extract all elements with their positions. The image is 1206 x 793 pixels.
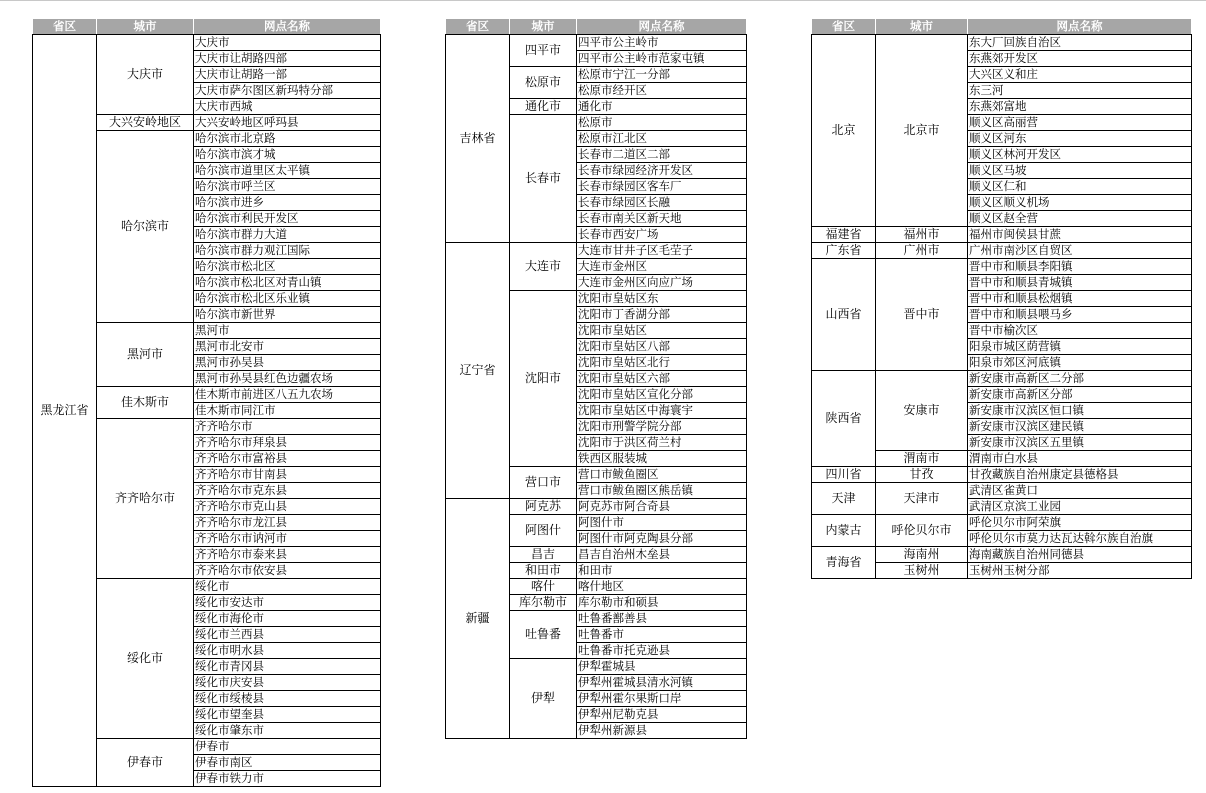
branch-name-cell: 晋中市和顺县青城镇 xyxy=(968,275,1192,291)
branch-name-cell: 新安康市汉滨区恒口镇 xyxy=(968,403,1192,419)
city-cell: 海南州 xyxy=(876,547,968,563)
branch-name-cell: 哈尔滨市进乡 xyxy=(194,195,381,211)
branch-name-cell: 新安康市汉滨区建民镇 xyxy=(968,419,1192,435)
province-cell: 天津 xyxy=(812,483,876,515)
branch-name-cell: 伊春市 xyxy=(194,739,381,755)
branch-name-cell: 东大厂回族自治区 xyxy=(968,35,1192,51)
branch-table xyxy=(811,18,1192,579)
branch-name-cell: 哈尔滨市道里区太平镇 xyxy=(194,163,381,179)
branch-name-cell: 晋中市和顺县李阳镇 xyxy=(968,259,1192,275)
city-cell: 通化市 xyxy=(510,99,577,115)
branch-name-cell: 晋中市和顺县松烟镇 xyxy=(968,291,1192,307)
branch-name-cell: 吐鲁番鄯善县 xyxy=(577,611,747,627)
branch-name-cell: 呼伦贝尔市莫力达瓦达斡尔族自治旗 xyxy=(968,531,1192,547)
city-cell: 阿图什 xyxy=(510,515,577,547)
province-cell: 内蒙古 xyxy=(812,515,876,547)
branch-name-cell: 阳泉市城区荫营镇 xyxy=(968,339,1192,355)
branch-name-cell: 沈阳市皇姑区中海寰宇 xyxy=(577,403,747,419)
branch-name-cell: 哈尔滨市北京路 xyxy=(194,131,381,147)
table-row xyxy=(446,35,747,51)
province-cell: 四川省 xyxy=(812,467,876,483)
province-cell: 福建省 xyxy=(812,227,876,243)
branch-name-cell: 营口市鲅鱼圈区熊岳镇 xyxy=(577,483,747,499)
branch-name-cell: 福州市闽侯县甘蔗 xyxy=(968,227,1192,243)
branch-name-cell: 顺义区马坡 xyxy=(968,163,1192,179)
city-cell: 北京市 xyxy=(876,35,968,227)
table-header-row xyxy=(446,19,747,35)
branch-name-cell: 顺义区顺义机场 xyxy=(968,195,1192,211)
city-cell: 喀什 xyxy=(510,579,577,595)
table-row xyxy=(812,259,1192,275)
branch-name-cell: 绥化市安达市 xyxy=(194,595,381,611)
city-cell: 黑河市 xyxy=(97,323,194,387)
branch-name-cell: 吐鲁番市 xyxy=(577,627,747,643)
branch-name-cell: 哈尔滨市滨才城 xyxy=(194,147,381,163)
branch-name-cell: 甘孜藏族自治州康定县德格县 xyxy=(968,467,1192,483)
branch-name-cell: 顺义区林河开发区 xyxy=(968,147,1192,163)
branch-name-cell: 长春市南关区新天地 xyxy=(577,211,747,227)
branch-table xyxy=(32,18,381,787)
header-branch: 网点名称 xyxy=(194,19,381,35)
city-cell: 玉树州 xyxy=(876,563,968,579)
branch-name-cell: 齐齐哈尔市 xyxy=(194,419,381,435)
branch-name-cell: 齐齐哈尔市泰来县 xyxy=(194,547,381,563)
branch-name-cell: 哈尔滨市松北区 xyxy=(194,259,381,275)
city-cell: 哈尔滨市 xyxy=(97,131,194,323)
branch-name-cell: 沈阳市于洪区荷兰村 xyxy=(577,435,747,451)
city-cell: 绥化市 xyxy=(97,579,194,739)
branch-name-cell: 齐齐哈尔市讷河市 xyxy=(194,531,381,547)
branch-name-cell: 大庆市萨尔图区新玛特分部 xyxy=(194,83,381,99)
city-cell: 库尔勒市 xyxy=(510,595,577,611)
branch-name-cell: 齐齐哈尔市拜泉县 xyxy=(194,435,381,451)
branch-name-cell: 大连市金州区向应广场 xyxy=(577,275,747,291)
header-province: 省区 xyxy=(446,19,510,35)
branch-name-cell: 佳木斯市同江市 xyxy=(194,403,381,419)
branch-name-cell: 阿克苏市阿合奇县 xyxy=(577,499,747,515)
branch-name-cell: 伊春市南区 xyxy=(194,755,381,771)
branch-name-cell: 哈尔滨市利民开发区 xyxy=(194,211,381,227)
branch-name-cell: 四平市公主岭市范家屯镇 xyxy=(577,51,747,67)
branch-name-cell: 渭南市白水县 xyxy=(968,451,1192,467)
branch-name-cell: 东燕郊开发区 xyxy=(968,51,1192,67)
branch-name-cell: 呼伦贝尔市阿荣旗 xyxy=(968,515,1192,531)
branch-name-cell: 库尔勒市和硕县 xyxy=(577,595,747,611)
branch-name-cell: 绥化市明水县 xyxy=(194,643,381,659)
branch-name-cell: 长春市绿园经济开发区 xyxy=(577,163,747,179)
city-cell: 昌吉 xyxy=(510,547,577,563)
branch-name-cell: 阳泉市郊区河底镇 xyxy=(968,355,1192,371)
city-cell: 沈阳市 xyxy=(510,291,577,467)
header-province: 省区 xyxy=(33,19,97,35)
branch-name-cell: 晋中市榆次区 xyxy=(968,323,1192,339)
branch-name-cell: 长春市西安广场 xyxy=(577,227,747,243)
table-row xyxy=(446,243,747,259)
branch-name-cell: 哈尔滨市群力大道 xyxy=(194,227,381,243)
city-cell: 天津市 xyxy=(876,483,968,515)
table-row xyxy=(812,483,1192,499)
city-cell: 吐鲁番 xyxy=(510,611,577,659)
branch-name-cell: 绥化市 xyxy=(194,579,381,595)
table-row xyxy=(812,515,1192,531)
branch-name-cell: 东三河 xyxy=(968,83,1192,99)
branch-name-cell: 齐齐哈尔市克东县 xyxy=(194,483,381,499)
province-cell: 辽宁省 xyxy=(446,243,510,499)
branch-name-cell: 绥化市海伦市 xyxy=(194,611,381,627)
branch-name-cell: 松原市经开区 xyxy=(577,83,747,99)
branch-name-cell: 广州市南沙区自贸区 xyxy=(968,243,1192,259)
branch-name-cell: 绥化市庆安县 xyxy=(194,675,381,691)
branch-name-cell: 黑河市 xyxy=(194,323,381,339)
branch-name-cell: 大连市甘井子区毛茔子 xyxy=(577,243,747,259)
header-city: 城市 xyxy=(876,19,968,35)
branch-name-cell: 哈尔滨市群力观江国际 xyxy=(194,243,381,259)
province-cell: 广东省 xyxy=(812,243,876,259)
branch-name-cell: 齐齐哈尔市依安县 xyxy=(194,563,381,579)
branch-name-cell: 武清区京滨工业园 xyxy=(968,499,1192,515)
province-cell: 陕西省 xyxy=(812,371,876,467)
city-cell: 福州市 xyxy=(876,227,968,243)
branch-name-cell: 伊犁州新源县 xyxy=(577,723,747,739)
branch-name-cell: 武清区雀黄口 xyxy=(968,483,1192,499)
branch-name-cell: 绥化市肇东市 xyxy=(194,723,381,739)
city-cell: 伊春市 xyxy=(97,739,194,787)
branch-name-cell: 伊犁州尼勒克县 xyxy=(577,707,747,723)
city-cell: 松原市 xyxy=(510,67,577,99)
branch-name-cell: 长春市绿园区长融 xyxy=(577,195,747,211)
city-cell: 呼伦贝尔市 xyxy=(876,515,968,547)
branch-name-cell: 长春市绿园区客车厂 xyxy=(577,179,747,195)
branch-name-cell: 东燕郊富地 xyxy=(968,99,1192,115)
province-cell: 北京 xyxy=(812,35,876,227)
branch-name-cell: 通化市 xyxy=(577,99,747,115)
branch-name-cell: 海南藏族自治州同德县 xyxy=(968,547,1192,563)
branch-name-cell: 沈阳市皇姑区北行 xyxy=(577,355,747,371)
branch-name-cell: 长春市二道区二部 xyxy=(577,147,747,163)
branch-name-cell: 沈阳市皇姑区东 xyxy=(577,291,747,307)
table-row xyxy=(812,547,1192,563)
branch-name-cell: 大兴安岭地区呼玛县 xyxy=(194,115,381,131)
branch-name-cell: 铁西区服装城 xyxy=(577,451,747,467)
branch-name-cell: 大庆市西城 xyxy=(194,99,381,115)
city-cell: 四平市 xyxy=(510,35,577,67)
branch-name-cell: 哈尔滨市新世界 xyxy=(194,307,381,323)
branch-table xyxy=(445,18,747,739)
city-cell: 营口市 xyxy=(510,467,577,499)
city-cell: 大连市 xyxy=(510,243,577,291)
branch-name-cell: 黑河市孙吴县红色边疆农场 xyxy=(194,371,381,387)
province-cell: 青海省 xyxy=(812,547,876,579)
table-row xyxy=(812,467,1192,483)
header-city: 城市 xyxy=(510,19,577,35)
branch-name-cell: 沈阳市皇姑区六部 xyxy=(577,371,747,387)
branch-name-cell: 阿图什市 xyxy=(577,515,747,531)
city-cell: 广州市 xyxy=(876,243,968,259)
header-province: 省区 xyxy=(812,19,876,35)
branch-name-cell: 黑河市孙吴县 xyxy=(194,355,381,371)
branch-name-cell: 哈尔滨市呼兰区 xyxy=(194,179,381,195)
branch-name-cell: 四平市公主岭市 xyxy=(577,35,747,51)
branch-name-cell: 伊犁州霍城县清水河镇 xyxy=(577,675,747,691)
branch-name-cell: 哈尔滨市松北区对青山镇 xyxy=(194,275,381,291)
province-cell: 新疆 xyxy=(446,499,510,739)
branch-name-cell: 沈阳市皇姑区 xyxy=(577,323,747,339)
table-row xyxy=(33,35,381,51)
city-cell: 渭南市 xyxy=(876,451,968,467)
city-cell: 长春市 xyxy=(510,115,577,243)
branch-name-cell: 绥化市兰西县 xyxy=(194,627,381,643)
branch-name-cell: 喀什地区 xyxy=(577,579,747,595)
city-cell: 齐齐哈尔市 xyxy=(97,419,194,579)
city-cell: 大庆市 xyxy=(97,35,194,115)
header-city: 城市 xyxy=(97,19,194,35)
city-cell: 阿克苏 xyxy=(510,499,577,515)
branch-name-cell: 齐齐哈尔市甘南县 xyxy=(194,467,381,483)
branch-name-cell: 大庆市让胡路一部 xyxy=(194,67,381,83)
branch-name-cell: 绥化市望奎县 xyxy=(194,707,381,723)
branch-name-cell: 哈尔滨市松北区乐业镇 xyxy=(194,291,381,307)
branch-name-cell: 绥化市青冈县 xyxy=(194,659,381,675)
table-row xyxy=(812,35,1192,51)
branch-name-cell: 顺义区高丽营 xyxy=(968,115,1192,131)
table-header-row xyxy=(812,19,1192,35)
city-cell: 大兴安岭地区 xyxy=(97,115,194,131)
branch-name-cell: 沈阳市皇姑区宣化分部 xyxy=(577,387,747,403)
branch-name-cell: 和田市 xyxy=(577,563,747,579)
branch-name-cell: 大庆市让胡路四部 xyxy=(194,51,381,67)
branch-name-cell: 营口市鲅鱼圈区 xyxy=(577,467,747,483)
table-row xyxy=(812,371,1192,387)
top-divider xyxy=(0,0,1206,1)
table-header-row xyxy=(33,19,381,35)
province-cell: 黑龙江省 xyxy=(33,35,97,787)
branch-name-cell: 伊犁霍城县 xyxy=(577,659,747,675)
branch-name-cell: 绥化市绥棱县 xyxy=(194,691,381,707)
branch-name-cell: 顺义区赵全营 xyxy=(968,211,1192,227)
table-row xyxy=(812,227,1192,243)
province-cell: 吉林省 xyxy=(446,35,510,243)
branch-name-cell: 伊犁州霍尔果斯口岸 xyxy=(577,691,747,707)
branch-name-cell: 松原市江北区 xyxy=(577,131,747,147)
branch-name-cell: 齐齐哈尔市龙江县 xyxy=(194,515,381,531)
branch-name-cell: 伊春市铁力市 xyxy=(194,771,381,787)
branch-name-cell: 顺义区河东 xyxy=(968,131,1192,147)
branch-table-2 xyxy=(445,18,747,739)
branch-name-cell: 玉树州玉树分部 xyxy=(968,563,1192,579)
branch-name-cell: 齐齐哈尔市克山县 xyxy=(194,499,381,515)
branch-name-cell: 晋中市和顺县喂马乡 xyxy=(968,307,1192,323)
city-cell: 和田市 xyxy=(510,563,577,579)
city-cell: 甘孜 xyxy=(876,467,968,483)
branch-name-cell: 大兴区义和庄 xyxy=(968,67,1192,83)
header-branch: 网点名称 xyxy=(577,19,747,35)
branch-name-cell: 黑河市北安市 xyxy=(194,339,381,355)
branch-name-cell: 大连市金州区 xyxy=(577,259,747,275)
branch-name-cell: 齐齐哈尔市富裕县 xyxy=(194,451,381,467)
branch-name-cell: 沈阳市丁香湖分部 xyxy=(577,307,747,323)
branch-name-cell: 阿图什市阿克陶县分部 xyxy=(577,531,747,547)
header-branch: 网点名称 xyxy=(968,19,1192,35)
table-row xyxy=(446,499,747,515)
branch-name-cell: 松原市宁江一分部 xyxy=(577,67,747,83)
branch-name-cell: 新安康市汉滨区五里镇 xyxy=(968,435,1192,451)
province-cell: 山西省 xyxy=(812,259,876,371)
branch-table-1 xyxy=(32,18,381,787)
branch-name-cell: 大庆市 xyxy=(194,35,381,51)
branch-name-cell: 沈阳市刑警学院分部 xyxy=(577,419,747,435)
branch-name-cell: 顺义区仁和 xyxy=(968,179,1192,195)
branch-name-cell: 新安康市高新区二分部 xyxy=(968,371,1192,387)
city-cell: 伊犁 xyxy=(510,659,577,739)
table-row xyxy=(812,243,1192,259)
city-cell: 佳木斯市 xyxy=(97,387,194,419)
branch-name-cell: 昌吉自治州木垒县 xyxy=(577,547,747,563)
branch-name-cell: 松原市 xyxy=(577,115,747,131)
branch-name-cell: 沈阳市皇姑区八部 xyxy=(577,339,747,355)
branch-table-3 xyxy=(811,18,1192,579)
branch-name-cell: 吐鲁番市托克逊县 xyxy=(577,643,747,659)
city-cell: 安康市 xyxy=(876,371,968,451)
city-cell: 晋中市 xyxy=(876,259,968,371)
branch-name-cell: 新安康市高新区分部 xyxy=(968,387,1192,403)
branch-name-cell: 佳木斯市前进区八五九农场 xyxy=(194,387,381,403)
